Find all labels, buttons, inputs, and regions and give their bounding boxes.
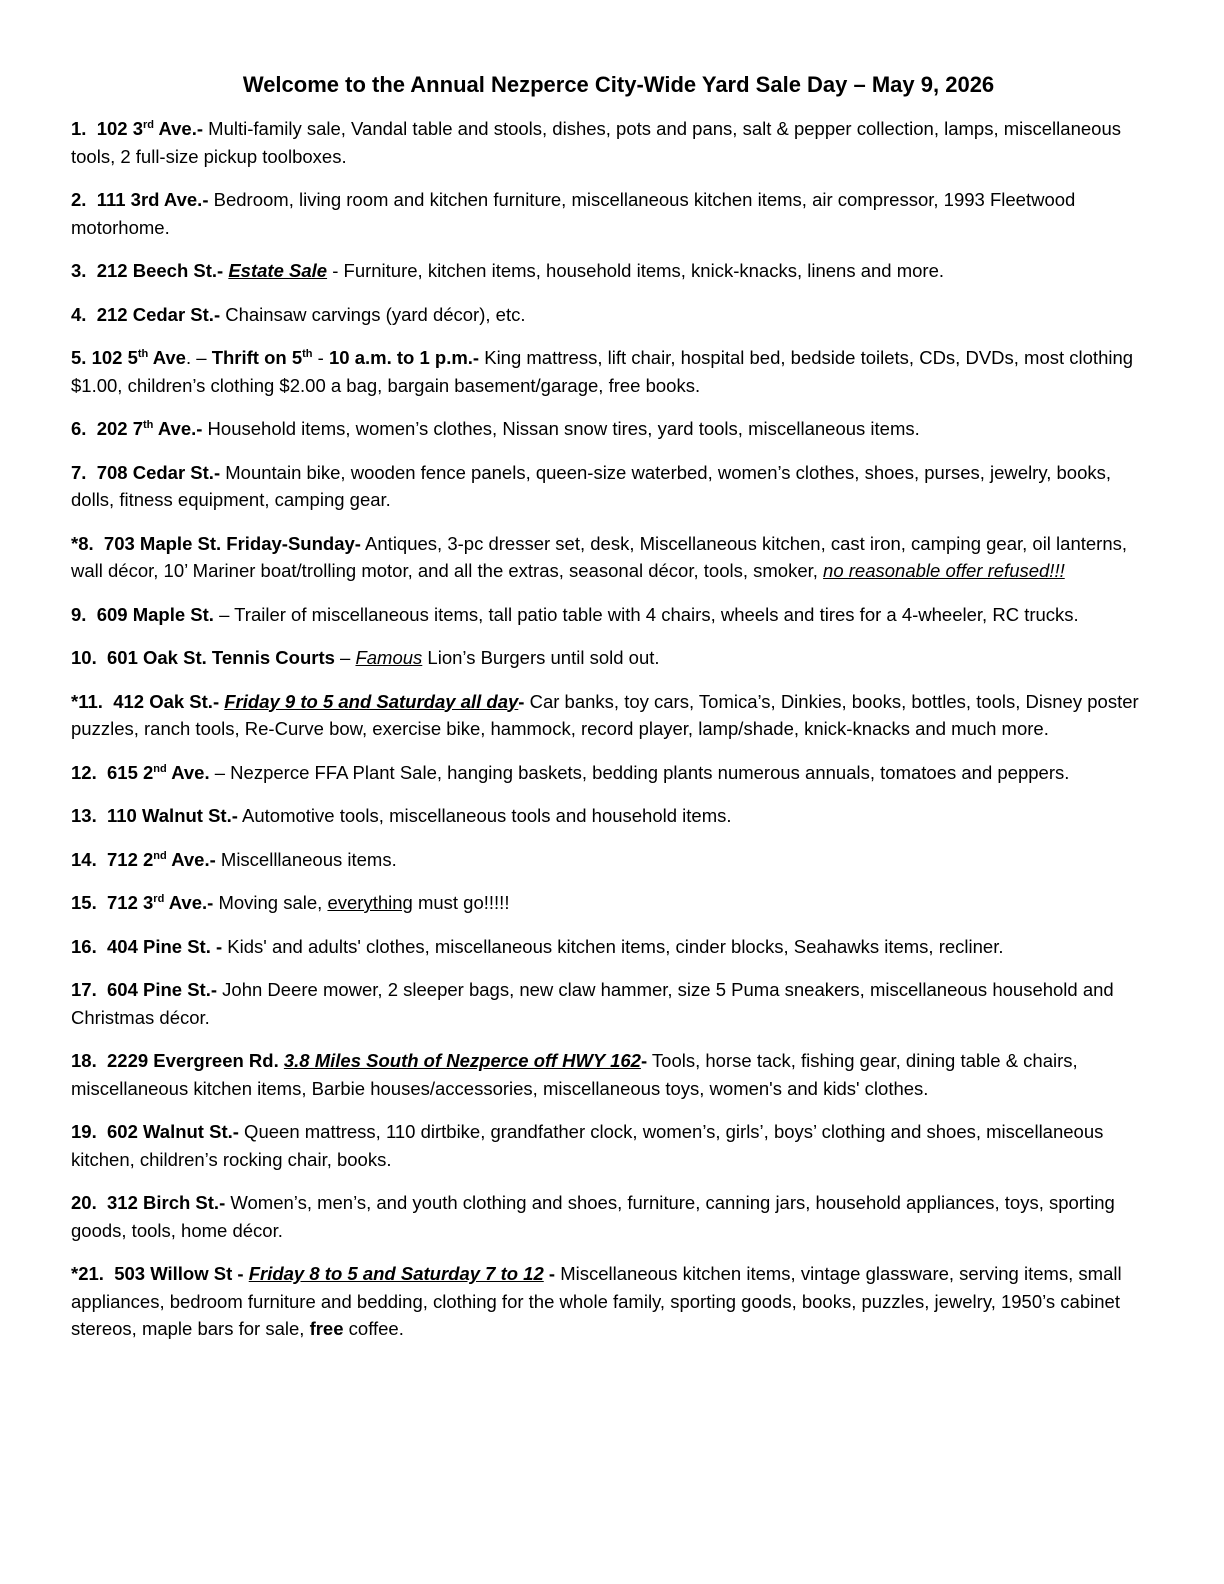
sale-entry-20 xyxy=(71,1189,1154,1244)
entry-address: 703 Maple St. Friday-Sunday- xyxy=(103,532,361,554)
entry-address: 212 Cedar St.- xyxy=(96,303,221,325)
entry-note: Famous xyxy=(355,647,423,668)
entry-description: Tools, horse tack, fishing gear, dining table & chairs, miscellaneous kitchen items, Barbie houses/accessories, miscellaneous toys, women's and kids' clothes. xyxy=(71,1050,1078,1099)
sale-entry-15: 15. 712 3rd Ave.- Moving sale, everything must go!!!!! xyxy=(71,892,510,913)
entry-number: 19. xyxy=(71,1121,97,1142)
entry-address: 615 2nd Ave. xyxy=(107,761,210,783)
sale-entry-14 xyxy=(71,846,1154,874)
entry-address: 609 Maple St. xyxy=(96,603,214,625)
entry-description: Queen mattress, 110 dirtbike, grandfather clock, women’s, girls’, boys’ clothing and shoes, miscellaneous kitchen, children’s rocking chair, books. xyxy=(71,1121,1104,1170)
entry-address: 604 Pine St.- xyxy=(107,979,218,1000)
sale-entry-19 xyxy=(71,1118,1154,1173)
entry-bold-word: free xyxy=(309,1318,344,1339)
sale-entry-1 xyxy=(71,115,1154,170)
sale-entry-7 xyxy=(71,459,1154,514)
sale-entry-12 xyxy=(71,759,1154,787)
entry-description: Chainsaw carvings (yard décor), etc. xyxy=(220,303,526,325)
entry-description: Antiques, 3-pc dresser set, desk, Miscellaneous kitchen, cast iron, camping gear, oil lanterns, wall décor, 10’ Mariner boat/trolling motor, and all the extras, seasonal décor, tools, smoker, xyxy=(71,532,1128,581)
entry-number: 5. xyxy=(71,347,87,368)
entry-description: Miscellaneous kitchen items, vintage glassware, serving items, small appliances, bedroom furniture and bedding, clothing for the whole family, sporting goods, books, puzzles, jewelry, 1950’s cabinet stereos, maple bars for sale, xyxy=(71,1263,1122,1339)
entry-address: 412 Oak St.- xyxy=(113,690,220,712)
entry-number: *21. xyxy=(71,1263,104,1284)
entry-number: 1. xyxy=(71,118,87,139)
entry-address: 202 7th Ave.- xyxy=(96,418,203,439)
sale-entry-5: 5. 102 5th Ave. – Thrift on 5th - 10 a.m. to 1 p.m.- King mattress, lift chair, hospital bed, bedside toilets, CDs, DVDs, most clothing $1.00, children’s clothing $2.00 a bag, bargain basement/garage, free books. xyxy=(71,347,1134,396)
entry-note: no reasonable offer refused!!! xyxy=(823,560,1065,581)
entry-number: 14. xyxy=(71,848,97,870)
entry-number: 17. xyxy=(71,979,97,1000)
sale-entry-13 xyxy=(71,802,1154,830)
entry-address: 312 Birch St.- xyxy=(107,1192,226,1213)
entry-number: 13. xyxy=(71,805,97,826)
entry-description: - Furniture, kitchen items, household items, knick-knacks, linens and more. xyxy=(327,260,945,281)
sale-entry-3 xyxy=(71,257,1154,285)
entry-address: 111 3rd Ave.- xyxy=(96,189,209,210)
entry-emphasis: everything xyxy=(327,892,413,913)
entry-description: Automotive tools, miscellaneous tools and household items. xyxy=(237,805,732,826)
entry-address: 602 Walnut St.- xyxy=(107,1121,239,1142)
page-title: Welcome to the Annual Nezperce City-Wide Yard Sale Day – May 9, 2026 xyxy=(242,72,995,97)
entry-description: Mountain bike, wooden fence panels, queen-size waterbed, women’s clothes, shoes, purses, jewelry, books, dolls, fitness equipment, camping gear. xyxy=(71,461,1112,510)
entry-address: 404 Pine St. - xyxy=(107,935,223,957)
entry-number: 10. xyxy=(71,647,97,668)
entry-description: Women’s, men’s, and youth clothing and shoes, furniture, canning jars, household appliances, toys, sporting goods, tools, home décor. xyxy=(71,1192,1115,1241)
sale-entry-8 xyxy=(71,530,1154,585)
entry-number: 15. xyxy=(71,892,97,913)
entry-description: Kids' and adults' clothes, miscellaneous kitchen items, cinder blocks, Seahawks items, recliner. xyxy=(222,935,1004,957)
entry-description: King mattress, lift chair, hospital bed, bedside toilets, CDs, DVDs, most clothing $1.00, children’s clothing $2.00 a bag, bargain basement/garage, free books. xyxy=(71,347,1134,396)
entry-description: Multi-family sale, Vandal table and stools, dishes, pots and pans, salt & pepper collection, lamps, miscellaneous tools, 2 full-size pickup toolboxes. xyxy=(71,118,1121,167)
entry-description: – Trailer of miscellaneous items, tall patio table with 4 chairs, wheels and tires for a 4-wheeler, RC trucks. xyxy=(213,603,1079,625)
entry-number: 18. xyxy=(71,1050,97,1071)
entry-number: 4. xyxy=(71,303,87,325)
sale-entry-9 xyxy=(71,601,1154,629)
entry-number: *11. xyxy=(71,690,103,712)
entry-address: 712 3rd Ave.- xyxy=(107,892,214,913)
entry-number: 9. xyxy=(71,603,87,625)
sale-entry-21: *21. 503 Willow St - Friday 8 to 5 and Saturday 7 to 12 - Miscellaneous kitchen items, vintage glassware, serving items, small appliances, bedroom furniture and bedding, clothing for the whole family, sporting goods, books, puzzles, jewelry, 1950’s cabinet stereos, maple bars for sale, free coffee. xyxy=(71,1263,1122,1339)
entry-highlight: Estate Sale xyxy=(228,260,328,281)
entry-number: 7. xyxy=(71,461,87,483)
entry-highlight: Friday 9 to 5 and Saturday all day xyxy=(224,690,519,712)
entry-address: 601 Oak St. Tennis Courts xyxy=(107,647,335,668)
sale-entry-10: 10. 601 Oak St. Tennis Courts – Famous Lion’s Burgers until sold out. xyxy=(71,647,660,668)
sale-entry-4 xyxy=(71,301,1154,329)
entry-number: 12. xyxy=(71,761,97,783)
entry-number: 2. xyxy=(71,189,87,210)
entry-address: 503 Willow St - xyxy=(114,1263,244,1284)
sale-entry-2 xyxy=(71,186,1154,241)
entry-description: Lion’s Burgers until sold out. xyxy=(422,647,660,668)
entry-number: *8. xyxy=(71,532,94,554)
entry-description: Household items, women’s clothes, Nissan snow tires, yard tools, miscellaneous items. xyxy=(202,418,920,439)
sale-entry-6 xyxy=(71,415,1154,443)
entry-hours: 10 a.m. to 1 p.m.- xyxy=(328,347,480,368)
entry-highlight: 3.8 Miles South of Nezperce off HWY 162 xyxy=(283,1050,641,1071)
entry-sale-name: Thrift on 5th xyxy=(211,347,313,368)
sale-entry-11: *11. 412 Oak St.- Friday 9 to 5 and Saturday all day- Car banks, toy cars, Tomica’s, Dinkies, books, bottles, tools, Disney poster puzzles, ranch tools, Re-Curve bow, exercise bike, hammock, record player, lamp/shade, knick-knacks and much more. xyxy=(71,690,1139,739)
entry-number: 16. xyxy=(71,935,97,957)
entry-highlight: Friday 8 to 5 and Saturday 7 to 12 xyxy=(248,1263,544,1284)
entry-number: 6. xyxy=(71,418,87,439)
sale-entry-18: 18. 2229 Evergreen Rd. 3.8 Miles South of Nezperce off HWY 162- Tools, horse tack, fishing gear, dining table & chairs, miscellaneous kitchen items, Barbie houses/accessories, miscellaneous toys, women's and kids' clothes. xyxy=(71,1050,1078,1099)
sale-entry-17 xyxy=(71,976,1154,1031)
entry-address: 102 3rd Ave.- xyxy=(96,118,204,139)
entry-address: 110 Walnut St.- xyxy=(107,805,238,826)
entry-description: Bedroom, living room and kitchen furniture, miscellaneous kitchen items, air compressor, 1993 Fleetwood motorhome. xyxy=(71,189,1076,238)
entry-address: 708 Cedar St.- xyxy=(96,461,221,483)
entry-description: must go!!!!! xyxy=(412,892,510,913)
entry-address: 212 Beech St.- xyxy=(96,260,224,281)
sale-entry-16 xyxy=(71,933,1154,961)
entry-address: 712 2nd Ave.- xyxy=(107,848,216,870)
entry-description: John Deere mower, 2 sleeper bags, new claw hammer, size 5 Puma sneakers, miscellaneous household and Christmas décor. xyxy=(71,979,1114,1028)
entry-number: 3. xyxy=(71,260,87,281)
entry-description: Car banks, toy cars, Tomica’s, Dinkies, books, bottles, tools, Disney poster puzzles, ranch tools, Re-Curve bow, exercise bike, hammock, record player, lamp/shade, knick-knacks and much more. xyxy=(71,690,1139,739)
entry-address: 2229 Evergreen Rd. xyxy=(107,1050,279,1071)
entry-description: – Nezperce FFA Plant Sale, hanging baskets, bedding plants numerous annuals, tomatoes and peppers. xyxy=(209,761,1070,783)
entry-address: 102 5th Ave xyxy=(91,347,186,368)
entry-number: 20. xyxy=(71,1192,97,1213)
entry-description: Miscelllaneous items. xyxy=(215,848,397,870)
